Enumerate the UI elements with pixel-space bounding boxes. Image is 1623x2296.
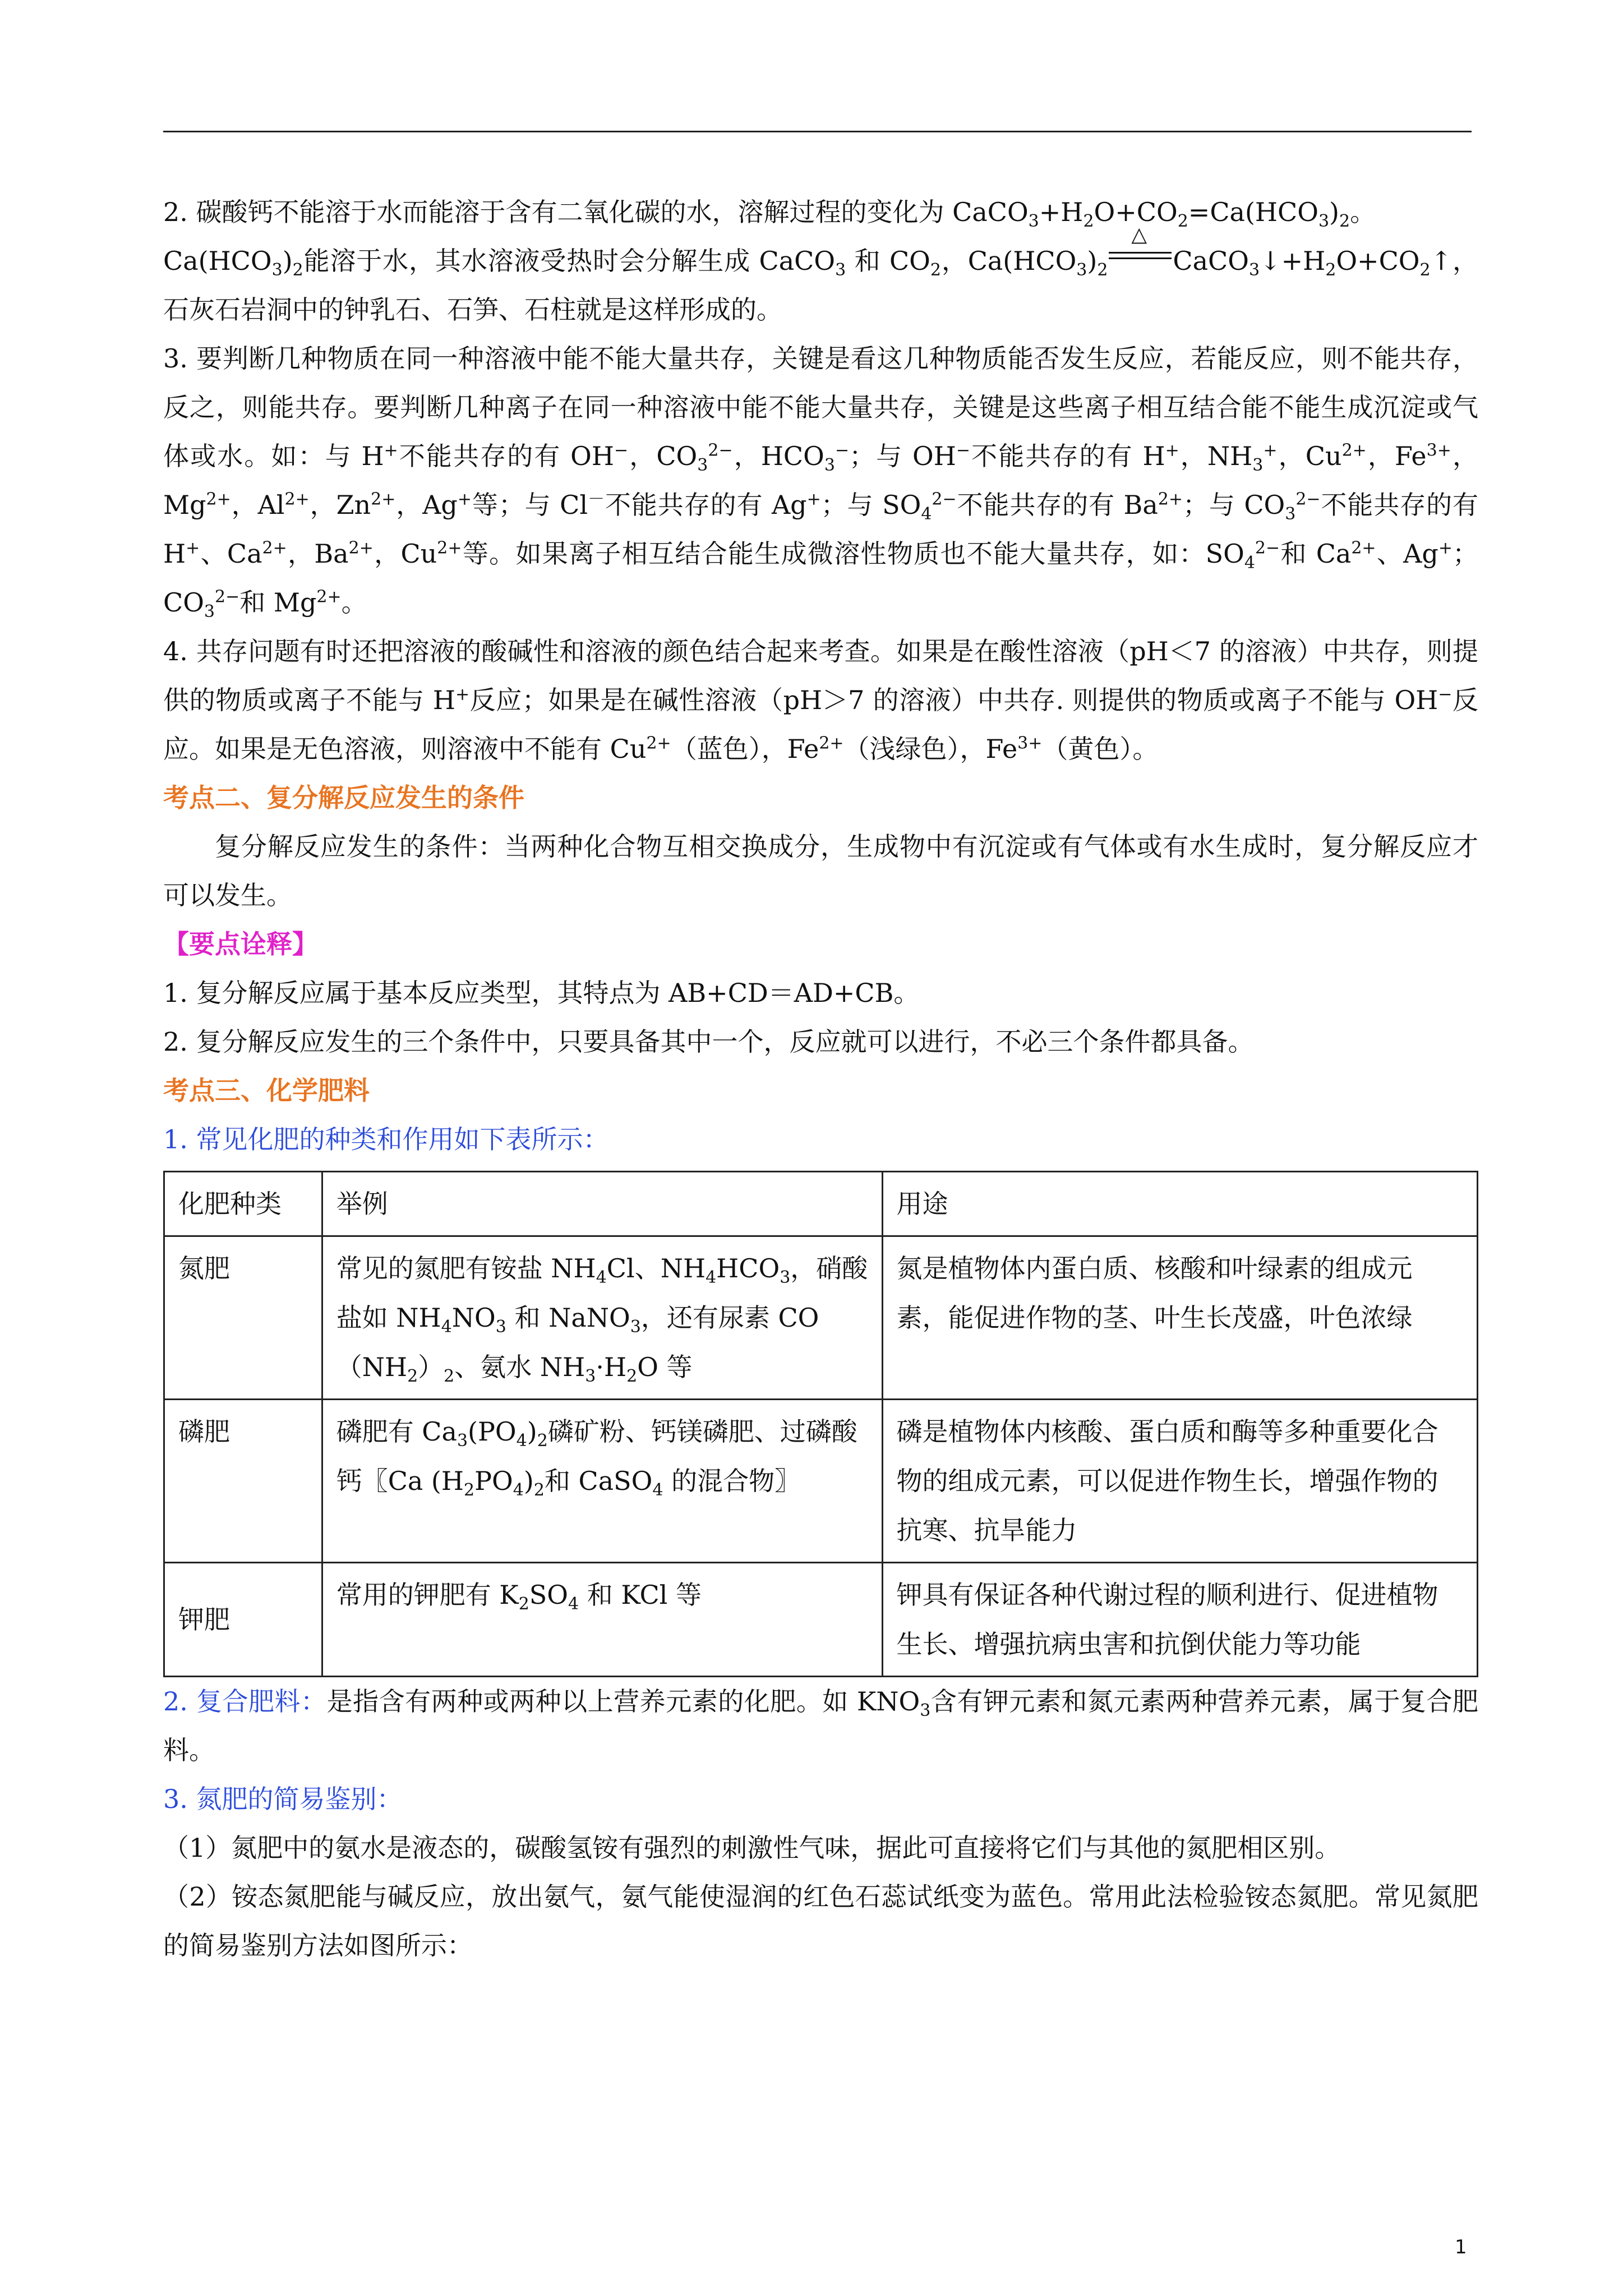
fertilizer-use-cell: 钾具有保证各种代谢过程的顺利进行、促进植物生长、增强抗病虫害和抗倒伏能力等功能 [882,1563,1477,1677]
compound-fertilizer-paragraph: 2. 复合肥料：是指含有两种或两种以上营养元素的化肥。如 $KNO_3$含有钾元素和氮元素两种营养元素，属于复合肥料。 [163,1686,1479,1765]
fertilizer-type-cell: 氮肥 [164,1236,322,1400]
fertilizer-use-cell: 氮是植物体内蛋白质、核酸和叶绿素的组成元素，能促进作物的茎、叶生长茂盛，叶色浓绿 [882,1236,1477,1400]
table-header-row [164,1172,1478,1236]
table-row [164,1563,1478,1677]
compound-fertilizer-label: 2. 复合肥料： [163,1686,327,1717]
heat-triangle-icon: △ [1131,223,1147,246]
identification-item-2: （2）铵态氮肥能与碱反应，放出氨气，氨气能使湿润的红色石蕊试纸变为蓝色。常用此法检验铵态氮肥。常见氮肥的简易鉴别方法如图所示： [163,1881,1478,1961]
identification-item-1: （1）氮肥中的氨水是液态的，碳酸氢铵有强烈的刺激性气味，据此可直接将它们与其他的氮肥相区别。 [163,1833,1341,1863]
fertilizer-example-cell: 常用的钾肥有 $K_2SO_4$ 和 KCl 等 [322,1563,882,1677]
paragraph-calcium-carbonate: 2. 碳酸钙不能溶于水而能溶于含有二氧化碳的水，溶解过程的变化为 $CaCO_3+H_2O+CO_2=Ca(HCO_3)_2$。 $Ca(HCO_3)_2$能溶于水，其水溶液受热时会分解生成 CaCO$_3$ 和 $CO_2$，$Ca(HCO_3)_2$ △ $CaCO_3↓+H_2O+CO_2↑$，石灰石岩洞中的钟乳石、石笋、石柱就是这样形成的。 [163,197,1479,325]
table-header-cell: 用途 [882,1172,1477,1236]
fertilizer-example-cell: 常见的氮肥有铵盐 $NH_4Cl$、$NH_4HCO_3$，硝酸盐如 $NH_4NO_3$ 和 NaNO$_3$，还有尿素 $CO(NH_2)_2$、氨水 $NH_3\cdot H_2O$ 等 [322,1236,882,1400]
fertilizer-use-cell: 磷是植物体内核酸、蛋白质和酶等多种重要化合物的组成元素，可以促进作物生长，增强作物的抗寒、抗旱能力 [882,1400,1477,1563]
fertilizer-type-cell: 钾肥 [164,1563,322,1677]
heating-equals-sign [1109,223,1172,271]
paragraph-acidity-color: 4. 共存问题有时还把溶液的酸碱性和溶液的颜色结合起来考查。如果是在酸性溶液（pH＜7 的溶液）中共存，则提供的物质或离子不能与 H+反应；如果是在碱性溶液（pH＞7 的溶液）中共存. 则提供的物质或离子不能与 OH−反应。如果是无色溶液，则溶液中不能有 $Cu^{2+}$（蓝色），$Fe^{2+}$（浅绿色），$Fe^{3+}$（黄色）。 [163,636,1478,764]
table-row [164,1400,1478,1563]
fertilizer-example-cell: 磷肥有 $Ca_3(PO_4)_2$磷矿粉、钙镁磷肥、过磷酸钙〖Ca $(H_2PO_4)_2$和 CaSO$_4$ 的混合物〗 [322,1400,882,1563]
table-header-cell: 举例 [322,1172,882,1236]
identification-label: 3. 氮肥的简易鉴别： [163,1784,403,1814]
section-heading-3: 考点三、化学肥料 [163,1075,370,1106]
header-rule [163,131,1472,132]
paragraph-coexistence: 3. 要判断几种物质在同一种溶液中能不能大量共存，关键是看这几种物质能否发生反应，若能反应，则不能共存，反之，则能共存。要判断几种离子在同一种溶液中能不能大量共存，关键是这些离子相互结合能不能生成沉淀或气体或水。如：与 H+不能共存的有 OH−，$CO_3^{2-}$，$HCO_3^-$；与 OH−不能共存的有 H+，$NH_3^+$，$Cu^{2+}$，$Fe^{3+}$，$Mg^{2+}$，$Al^{2+}$，$Zn^{2+}$，Ag+等；与 Cl－不能共存的有 Ag+；与 $SO_4^{2-}$不能共存的有 $Ba^{2+}$；与 $CO_3^{2-}$不能共存的有 H+、$Ca^{2+}$，$Ba^{2+}$，$Cu^{2+}$等。如果离子相互结合能生成微溶性物质也不能大量共存，如：$SO_4^{2-}$和 $Ca^{2+}$、Ag+；$CO_3^{2-}$和 $Mg^{2+}$。 [163,343,1478,622]
fertilizer-table [163,1171,1478,1677]
page-number: 1 [1455,2236,1467,2258]
table-row [164,1236,1478,1400]
keypoint-1: 1. 复分解反应属于基本反应类型，其特点为 AB+CD＝AD+CB。 [163,978,920,1008]
keypoints-label: 【要点诠释】 [163,929,318,959]
table-intro: 1. 常见化肥的种类和作用如下表所示： [163,1124,609,1154]
paragraph-conditions: 复分解反应发生的条件：当两种化合物互相交换成分，生成物中有沉淀或有气体或有水生成时，复分解反应才可以发生。 [163,831,1478,910]
keypoint-2: 2. 复分解反应发生的三个条件中，只要具备其中一个，反应就可以进行，不必三个条件都具备。 [163,1027,1254,1057]
section-heading-2: 考点二、复分解反应发生的条件 [163,783,524,813]
fertilizer-type-cell: 磷肥 [164,1400,322,1563]
table-header-cell: 化肥种类 [164,1172,322,1236]
document-body [163,188,1478,1970]
